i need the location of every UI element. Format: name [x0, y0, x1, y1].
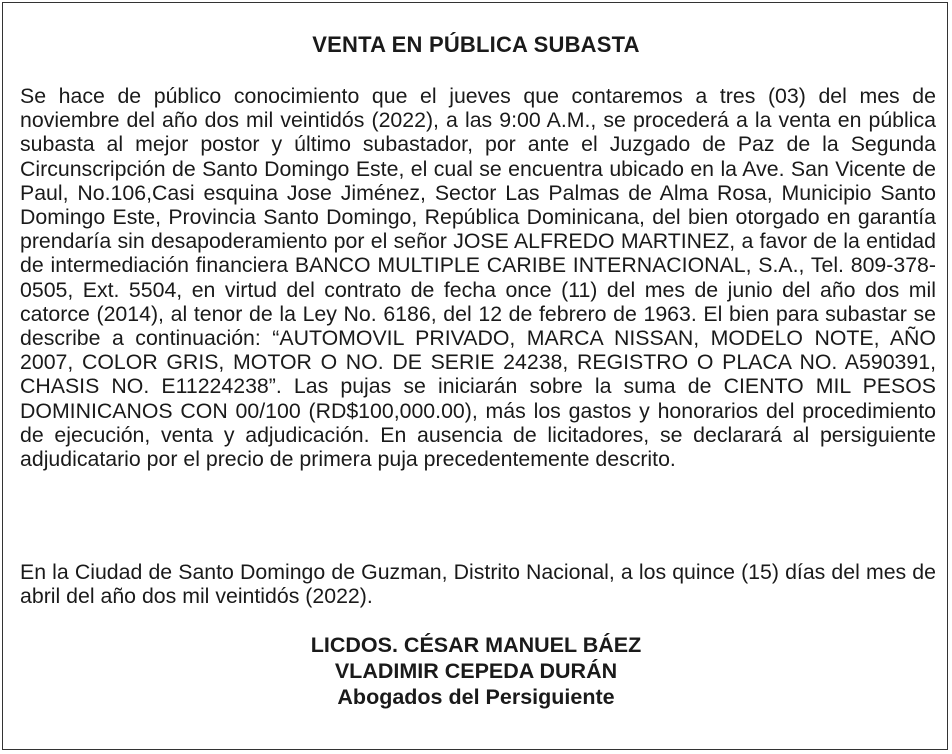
- notice-closing: En la Ciudad de Santo Domingo de Guzman, Distrito Nacional, a los quince (15) días del mes de abril del año dos mil veintidós (2022).: [20, 560, 936, 609]
- signature-role: Abogados del Persiguiente: [337, 685, 615, 709]
- signature-block: [0, 632, 952, 710]
- signature-lawyers-line: LICDOS. CÉSAR MANUEL BÁEZ: [310, 633, 642, 657]
- signature-second-lawyer: VLADIMIR CEPEDA DURÁN: [334, 659, 618, 683]
- notice-title: VENTA EN PÚBLICA SUBASTA: [312, 32, 640, 57]
- notice-body: Se hace de público conocimiento que el jueves que contaremos a tres (03) del mes de noviembre del año dos mil veintidós (2022), a las 9:00 A.M., se procederá a la venta en pública subasta al mejor postor y último subastador, por ante el Juzgado de Paz de la Segunda Circunscripción de Santo Domingo Este, el cual se encuentra ubicado en la Ave. San Vicente de Paul, No.106,Casi esquina Jose Jiménez, Sector Las Palmas de Alma Rosa, Municipio Santo Domingo Este, Provincia Santo Domingo, República Dominicana, del bien otorgado en garantía prendaría sin desapoderamiento por el señor JOSE ALFREDO MARTINEZ, a favor de la entidad de intermediación financiera BANCO MULTIPLE CARIBE INTERNACIONAL, S.A., Tel. 809-378-0505, Ext. 5504, en virtud del contrato de fecha once (11) del mes de junio del año dos mil catorce (2014), al tenor de la Ley No. 6186, del 12 de febrero de 1963. El bien para subastar se describe a continuación: “AUTOMOVIL PRIVADO, MARCA NISSAN, MODELO NOTE, AÑO 2007, COLOR GRIS, MOTOR O NO. DE SERIE 24238, REGISTRO O PLACA NO. A590391, CHASIS NO. E11224238”. Las pujas se iniciarán sobre la suma de CIENTO MIL PESOS DOMINICANOS CON 00/100 (RD$100,000.00), más los gastos y honorarios del procedimiento de ejecución, venta y adjudicación. En ausencia de licitadores, se declarará al persiguiente adjudicatario por el precio de primera puja precedentemente descrito.: [20, 84, 936, 472]
